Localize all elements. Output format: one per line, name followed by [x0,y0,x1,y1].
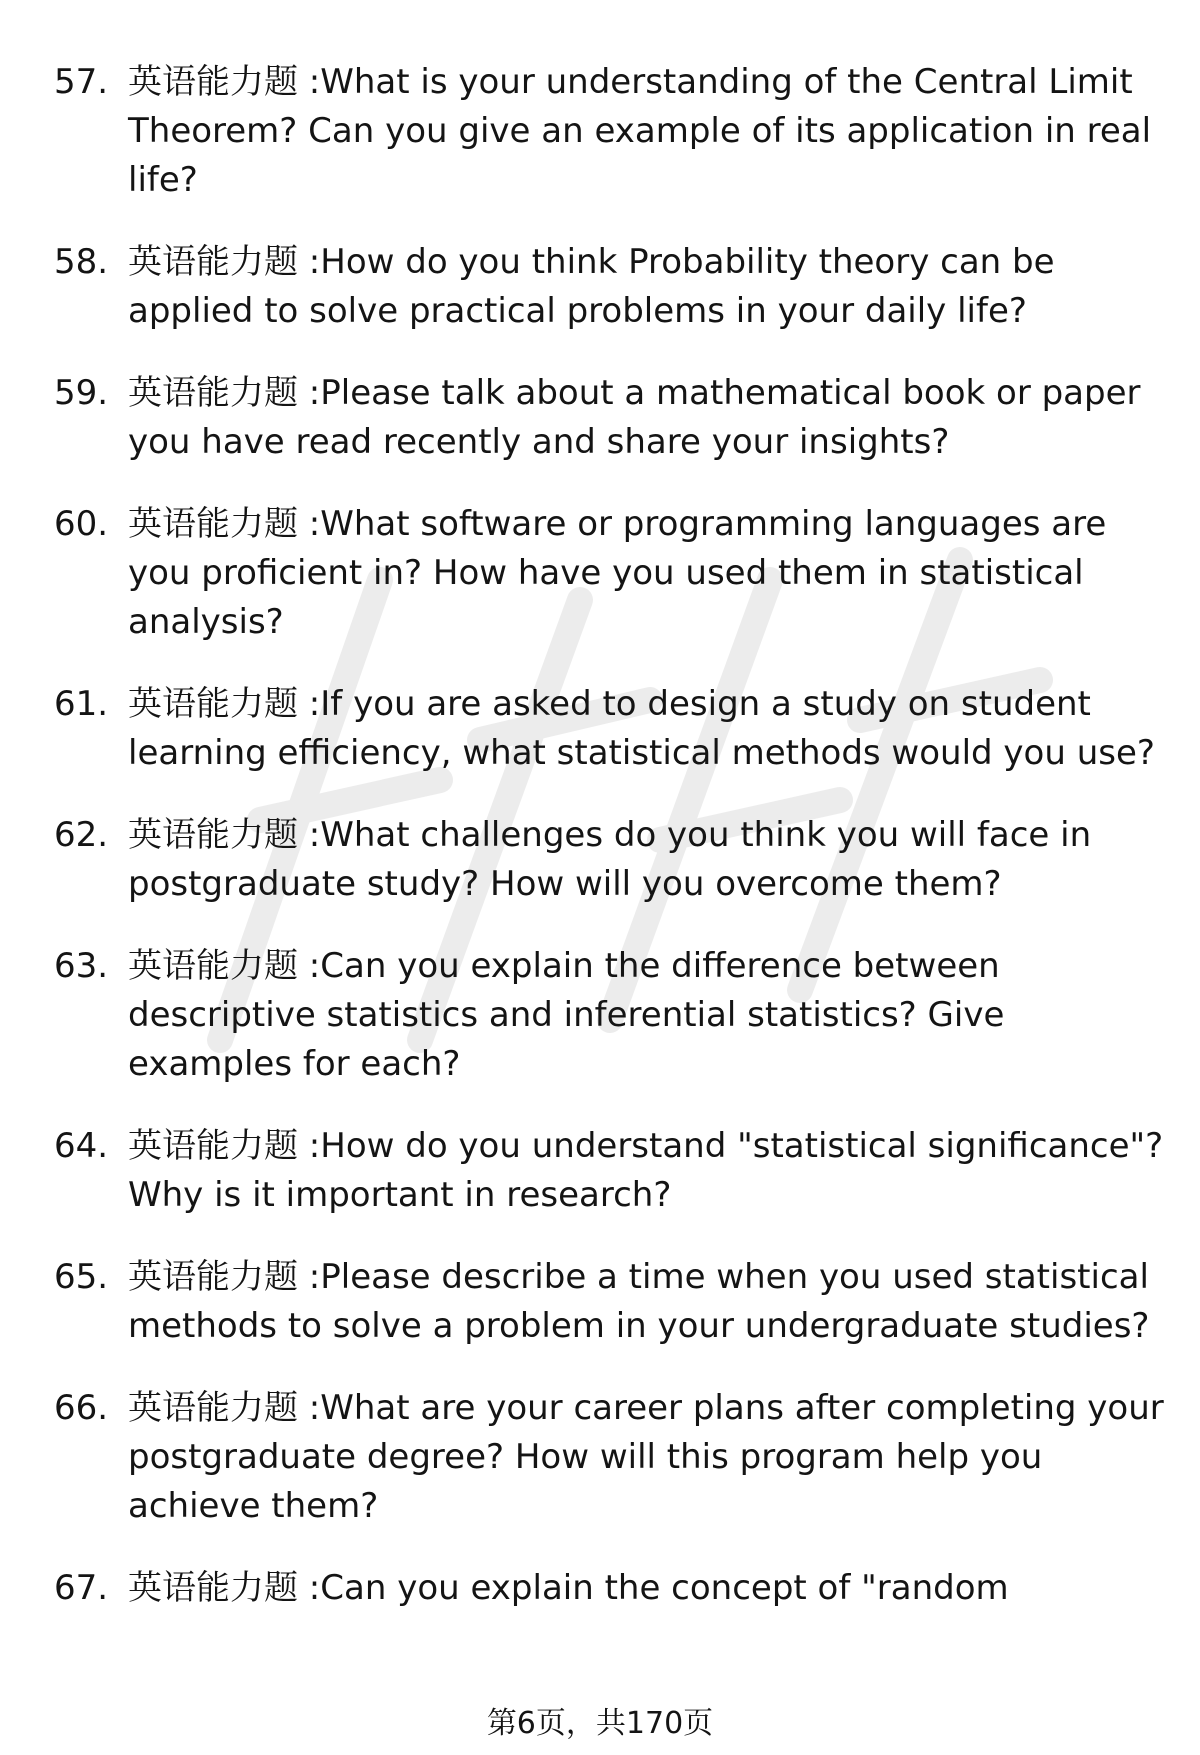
question-item [54,500,1164,647]
question-text: 英语能力题 :Please describe a time when you used statistical methods to solve a problem in your undergraduate studies? [128,1257,1150,1346]
question-text: 英语能力题 :How do you think Probability theory can be applied to solve practical problems in your daily life? [128,242,1055,331]
question-text: 英语能力题 :Can you explain the concept of "random [128,1568,1009,1608]
question-item [54,811,1164,909]
question-item [54,1564,1164,1613]
question-item [54,1122,1164,1220]
question-number: 67. [54,1568,109,1608]
question-text: 英语能力题 :What is your understanding of the Central Limit Theorem? Can you give an example of its application in real life? [128,62,1152,200]
question-item [54,238,1164,336]
question-text: 英语能力题 :Please talk about a mathematical book or paper you have read recently and share your insights? [128,373,1141,462]
question-item [54,58,1164,205]
question-item [54,1384,1164,1531]
question-item [54,942,1164,1089]
question-number: 65. [54,1257,109,1297]
question-number: 62. [54,815,109,855]
question-number: 60. [54,504,109,544]
question-text: 英语能力题 :What are your career plans after completing your postgraduate degree? How will this program help you achieve them? [128,1388,1164,1526]
question-text: 英语能力题 :Can you explain the difference between descriptive statistics and inferential statistics? Give examples for each? [128,946,1005,1084]
question-text: 英语能力题 :How do you understand "statistical significance"? Why is it important in research? [128,1126,1164,1215]
question-number: 63. [54,946,109,986]
question-number: 58. [54,242,109,282]
question-text: 英语能力题 :If you are asked to design a study on student learning efficiency, what statistical methods would you use? [128,684,1155,773]
question-number: 57. [54,62,109,102]
question-number: 59. [54,373,109,413]
page-footer: 第6页，共170页 [486,1706,714,1741]
question-number: 66. [54,1388,109,1428]
question-number: 64. [54,1126,109,1166]
question-list [54,58,1164,1613]
question-text: 英语能力题 :What challenges do you think you will face in postgraduate study? How will you overcome them? [128,815,1092,904]
question-text: 英语能力题 :What software or programming languages are you proficient in? How have you used them in statistical analysis? [128,504,1107,642]
question-number: 61. [54,684,109,724]
question-item [54,369,1164,467]
question-item [54,1253,1164,1351]
question-item [54,680,1164,778]
